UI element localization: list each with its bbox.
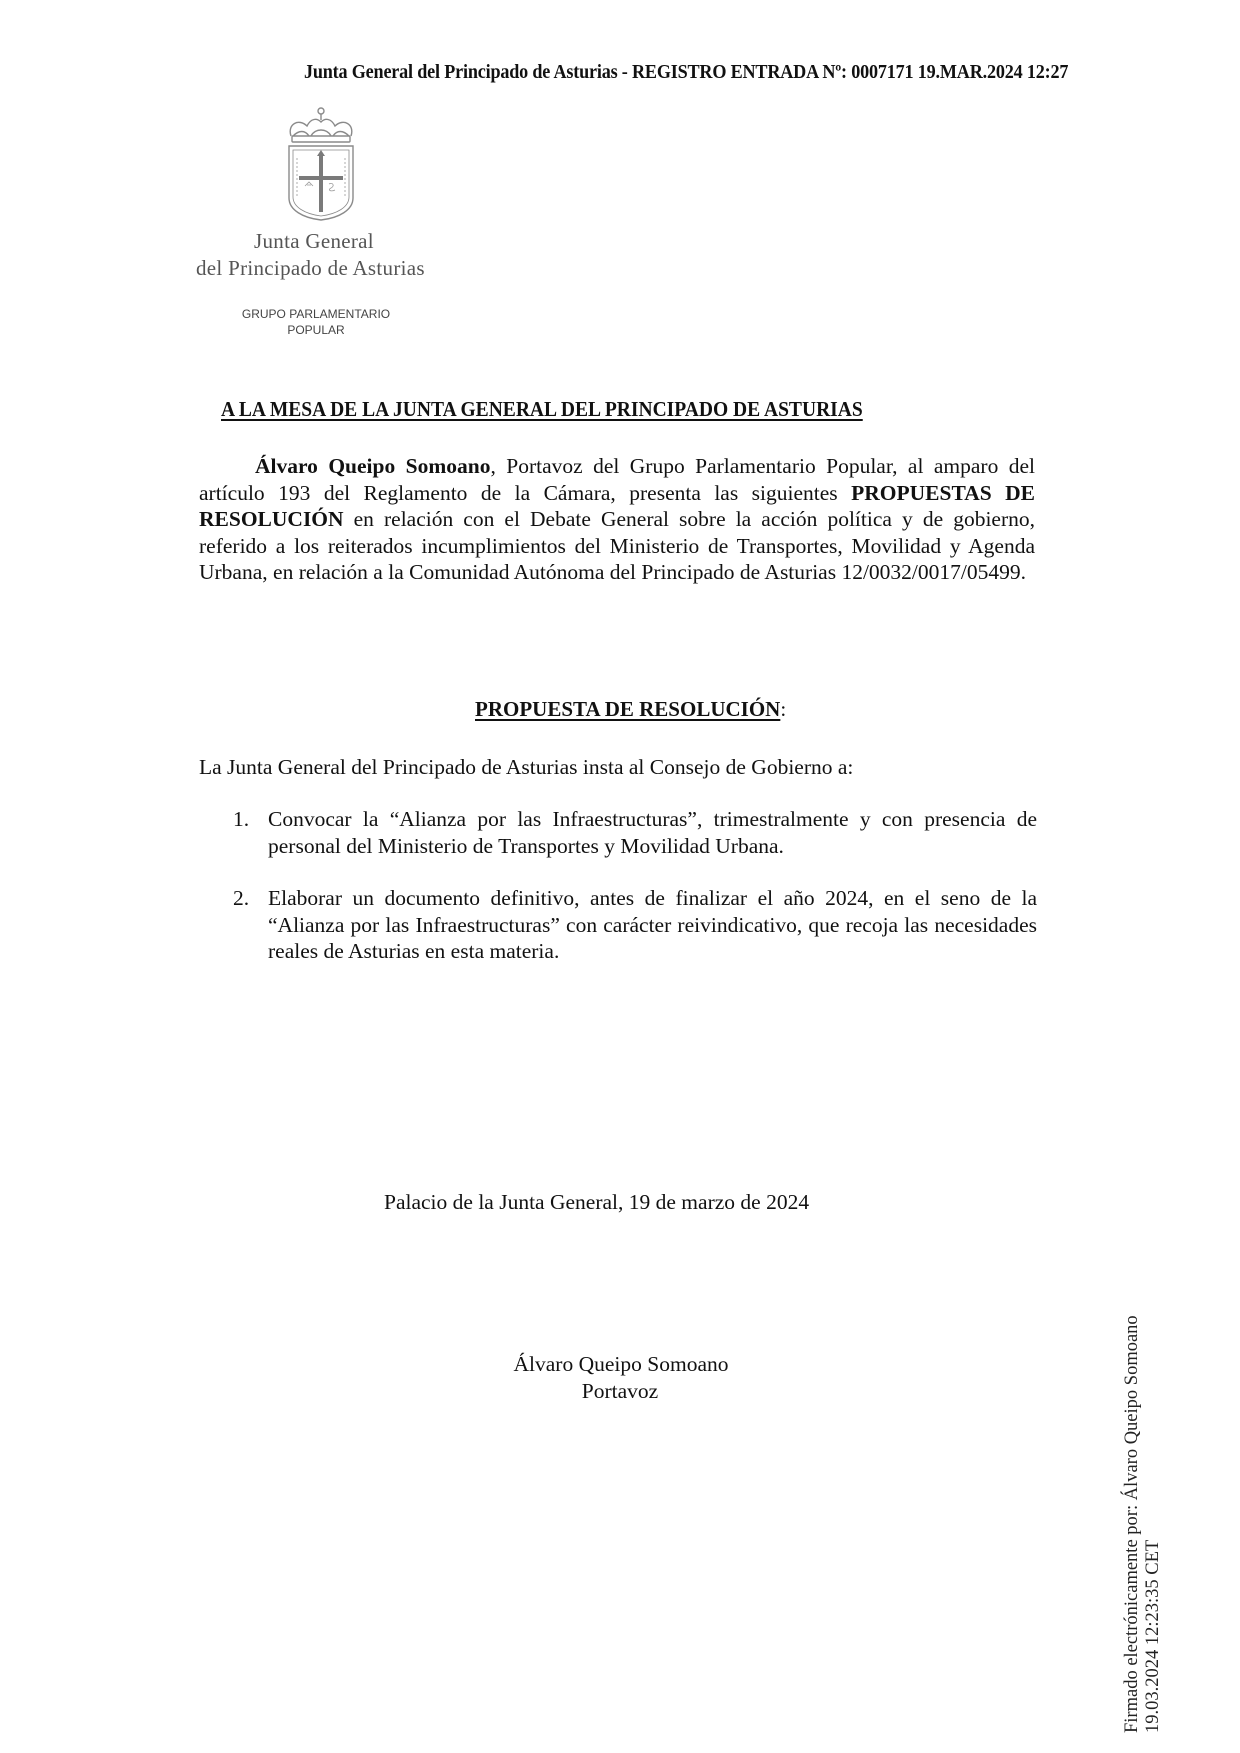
place-date: Palacio de la Junta General, 19 de marzo de 2024 <box>384 1190 810 1214</box>
intro-emphasis: PROPUESTAS DE RESOLUCIÓN <box>199 480 1035 531</box>
org-name-line1: Junta General <box>254 229 374 253</box>
section-title <box>475 697 786 722</box>
addressee-heading: A LA MESA DE LA JUNTA GENERAL DEL PRINCIPADO DE ASTURIAS <box>221 397 863 421</box>
section-lead: La Junta General del Principado de Asturias insta al Consejo de Gobierno a: <box>199 755 854 779</box>
esign-line1: Firmado electrónicamente por: Álvaro Queipo Somoano <box>1122 1315 1142 1733</box>
signer-name: Álvaro Queipo Somoano <box>513 1352 729 1376</box>
section-title-colon: : <box>780 697 787 721</box>
resolution-list <box>199 806 1037 991</box>
group-name-line1: GRUPO PARLAMENTARIO <box>241 307 391 321</box>
coat-of-arms-logo <box>283 106 359 222</box>
intro-text-1: , Portavoz del Grupo Parlamentario Popular, al amparo del artículo 193 del Reglamento de la Cámara, presenta las siguientes <box>199 454 1035 505</box>
registry-stamp-header: Junta General del Principado de Asturias - REGISTRO ENTRADA Nº: 0007171 19.MAR.2024 12:27 <box>304 62 1069 83</box>
list-item <box>199 885 1037 965</box>
esign-line2: 19.03.2024 12:23:35 CET <box>1143 1539 1163 1733</box>
intro-text-2: en relación con el Debate General sobre la acción política y de gobierno, referido a los reiterados incumplimientos del Ministerio de Transportes, Movilidad y Agenda Urbana, en relación a la Comunidad Autónoma del Principado de Asturias 12/0032/0017/05499. <box>199 507 1035 584</box>
signer-role: Portavoz <box>581 1379 659 1403</box>
electronic-signature-stamp <box>1122 1315 1164 1733</box>
group-name-line2: POPULAR <box>287 323 345 337</box>
list-item-text: Elaborar un documento definitivo, antes de finalizar el año 2024, en el seno de la “Alianza por las Infraestructuras” con carácter reivindicativo, que recoja las necesidades reales de Asturias en esta materia. <box>268 886 1037 963</box>
list-item-number: 1. <box>233 807 250 831</box>
intro-paragraph <box>199 453 1035 586</box>
coat-of-arms-icon <box>283 106 359 222</box>
list-item <box>199 806 1037 859</box>
org-name-line2: del Principado de Asturias <box>196 256 425 280</box>
section-title-text: PROPUESTA DE RESOLUCIÓN <box>475 697 781 721</box>
intro-author: Álvaro Queipo Somoano <box>255 454 491 478</box>
list-item-text: Convocar la “Alianza por las Infraestructuras”, trimestralmente y con presencia de personal del Ministerio de Transportes y Movilidad Urbana. <box>268 807 1037 858</box>
list-item-number: 2. <box>233 886 250 910</box>
